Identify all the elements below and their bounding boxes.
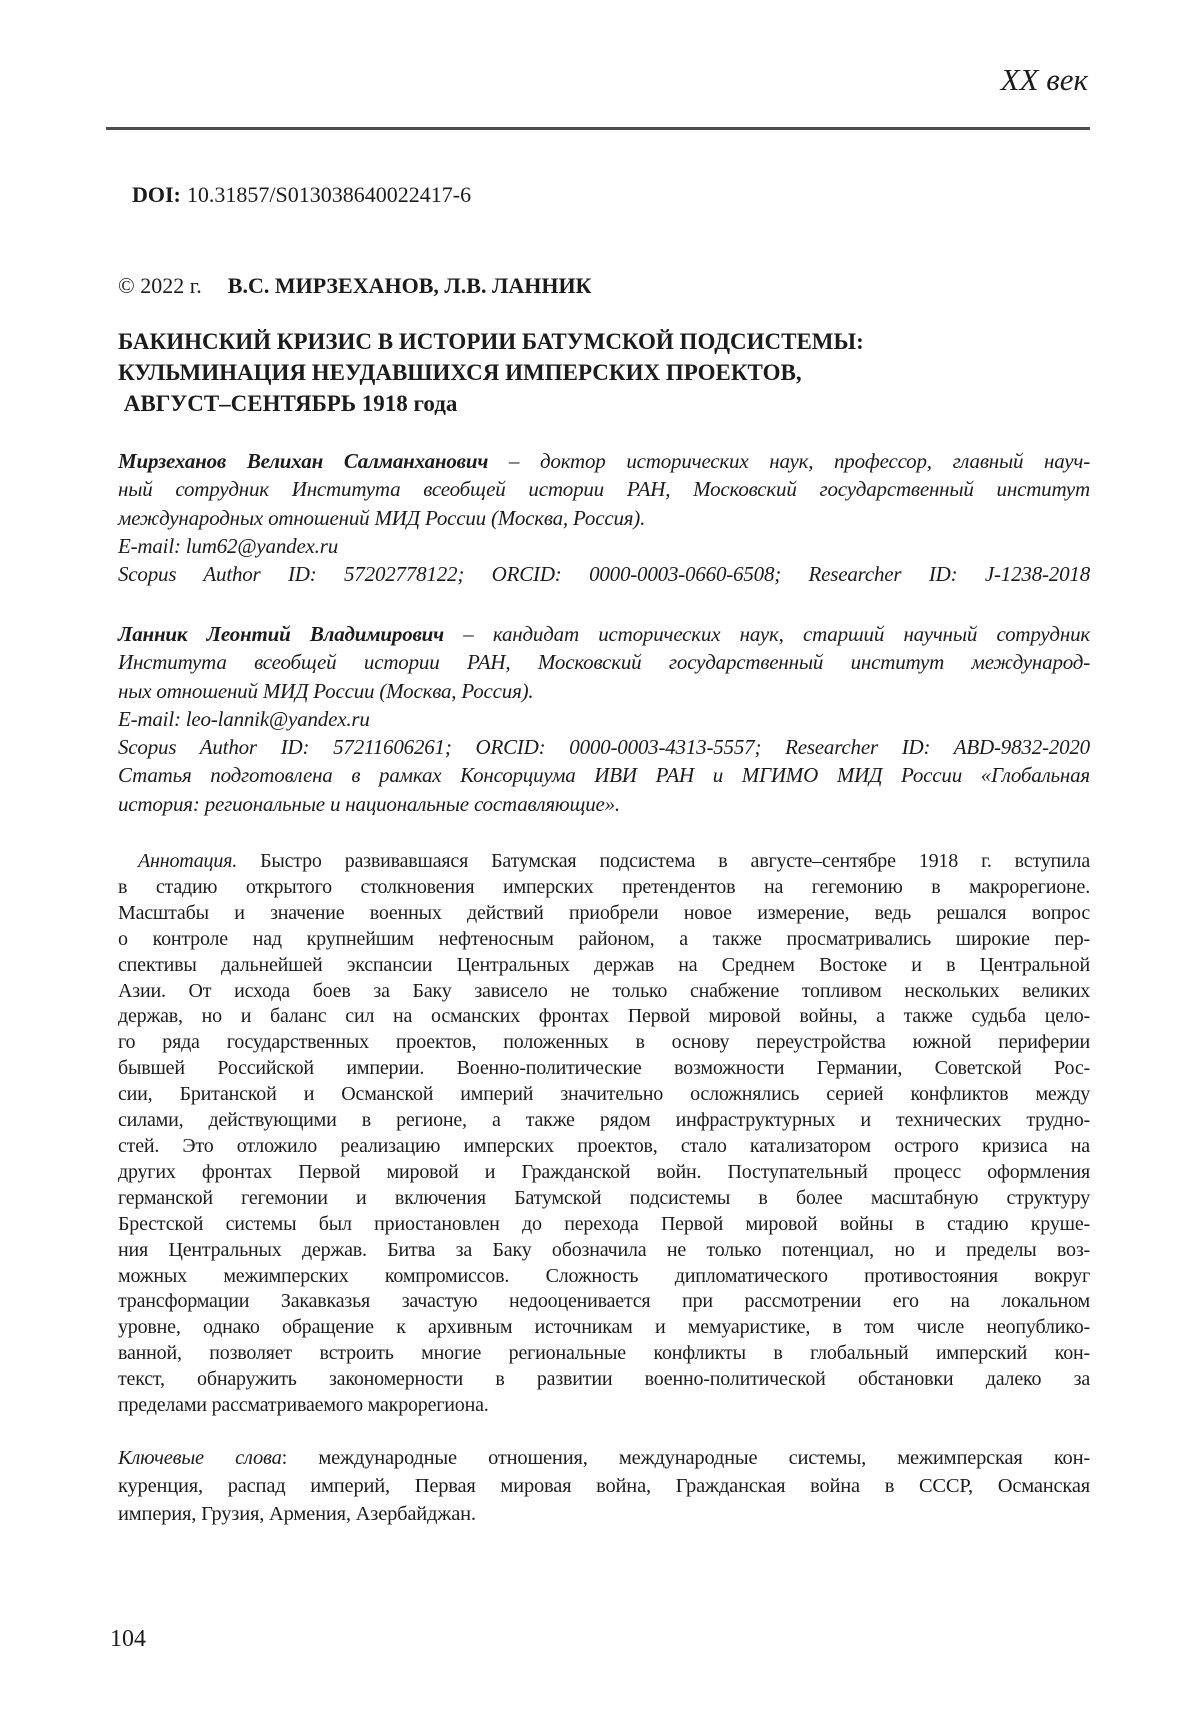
text-line: ный сотрудник Института всеобщей истории РАН, Московский государственный институт [118, 477, 1090, 502]
article-title [118, 326, 1090, 419]
keywords [118, 1444, 1090, 1528]
text-line: держав, но и баланс сил на османских фронтах Первой мировой войны, а также судьба цело- [118, 1005, 1090, 1028]
text-line: E-mail: lum62@yandex.ru [118, 533, 339, 558]
text-line: в стадию открытого столкновения имперских претендентов на гегемонию в макрорегионе. [118, 875, 1090, 898]
text-line: ных отношений МИД России (Москва, Россия). [118, 678, 534, 703]
text-line: сии, Британской и Османской империй значительно осложнялись серией конфликтов между [118, 1083, 1090, 1106]
text-line: трансформации Закавказья зачастую недооценивается при рассмотрении его на локальном [118, 1290, 1090, 1313]
text-line: АВГУСТ–СЕНТЯБРЬ 1918 года [118, 391, 458, 416]
text-line: Статья подготовлена в рамках Консорциума ИВИ РАН и МГИМО МИД России «Глобальная [118, 763, 1090, 788]
text-line: уровне, однако обращение к архивным источникам и мемуаристике, в том числе неопублико- [118, 1316, 1090, 1339]
text-line: ванной, позволяет встроить многие региональные конфликты в глобальный имперский кон- [118, 1342, 1090, 1365]
author2-affiliation [118, 620, 1090, 705]
text-line: текст, обнаружить закономерности в развитии военно-политической обстановки далеко за [118, 1368, 1090, 1391]
text-line: можных межимперских компромиссов. Сложность дипломатического противостояния вокруг [118, 1264, 1090, 1287]
text-line: бывшей Российской империи. Военно-политические возможности Германии, Советской Рос- [118, 1057, 1090, 1080]
funding-note [118, 761, 1090, 818]
author1-affiliation [118, 447, 1090, 532]
author2-ids [118, 733, 1090, 761]
text-line: германской гегемонии и включения Батумской подсистемы в более масштабную структуру [118, 1186, 1090, 1209]
copyright-line [118, 273, 592, 299]
author2-email [118, 705, 1090, 733]
text-line: Ланник Леонтий Владимирович – кандидат исторических наук, старший научный сотрудник [118, 622, 1090, 646]
text-line: ния Центральных держав. Битва за Баку обозначила не только потенциал, но и пределы воз- [118, 1238, 1090, 1261]
text-line: международных отношений МИД России (Москва, Россия). [118, 505, 646, 530]
text-line: E-mail: leo-lannik@yandex.ru [118, 706, 370, 731]
text-line: о контроле над крупнейшим нефтеносным районом, а также просматривались широкие пер- [118, 927, 1090, 950]
text-line: Мирзеханов Велихан Салманханович – доктор исторических наук, профессор, главный науч- [118, 449, 1090, 473]
text-line: Азии. От исхода боев за Баку зависело не только снабжение топливом нескольких великих [118, 979, 1090, 1002]
text-line: история: региональные и национальные составляющие». [118, 791, 620, 816]
author1-ids [118, 560, 1090, 588]
text-line: спективы дальнейшей экспансии Центральных держав на Среднем Востоке и в Центральной [118, 953, 1090, 976]
text-line: силами, действующими в регионе, а также рядом инфраструктурных и технических трудно- [118, 1109, 1090, 1132]
text-line: пределами рассматриваемого макрорегиона. [118, 1394, 489, 1417]
text-line: Масштабы и значение военных действий приобрели новое измерение, ведь решался вопрос [118, 901, 1090, 924]
text-line: империя, Грузия, Армения, Азербайджан. [118, 1503, 476, 1525]
author2-bio [118, 620, 1090, 818]
text-line: стей. Это отложило реализацию имперских проектов, стало катализатором острого кризиса на [118, 1134, 1090, 1157]
page-number: 104 [110, 1626, 146, 1652]
author1-bio [118, 447, 1090, 588]
text-line: КУЛЬМИНАЦИЯ НЕУДАВШИХСЯ ИМПЕРСКИХ ПРОЕКТОВ, [118, 360, 802, 385]
doi-label: DOI: [132, 182, 181, 207]
authors-inline: В.С. МИРЗЕХАНОВ, Л.В. ЛАННИК [227, 273, 592, 298]
abstract [118, 849, 1090, 1419]
page-content [110, 0, 1090, 1719]
doi-line [132, 182, 471, 208]
text-line: Брестской системы был приостановлен до перехода Первой мировой войны в стадию круше- [118, 1212, 1090, 1235]
copyright-notice: © 2022 г. [118, 273, 202, 298]
text-line: Scopus Author ID: 57202778122; ORCID: 0000-0003-0660-6508; Researcher ID: J-1238-2018 [118, 562, 1090, 587]
running-head-label: XX век [1000, 62, 1088, 97]
text-line: Ключевые слова: международные отношения, международные системы, межимперская кон- [118, 1447, 1090, 1469]
author1-email [118, 532, 1090, 560]
doi-value: 10.31857/S013038640022417-6 [186, 182, 472, 207]
text-line: Института всеобщей истории РАН, Московский государственный институт международ- [118, 650, 1090, 675]
running-head [1001, 60, 1088, 100]
header-rule [106, 127, 1090, 130]
text-line: Scopus Author ID: 57211606261; ORCID: 0000-0003-4313-5557; Researcher ID: ABD-9832-2020 [118, 735, 1090, 760]
text-line: БАКИНСКИЙ КРИЗИС В ИСТОРИИ БАТУМСКОЙ ПОДСИСТЕМЫ: [118, 329, 864, 354]
text-line: других фронтах Первой мировой и Гражданской войн. Поступательный процесс оформления [118, 1160, 1090, 1183]
text-line: Аннотация. Быстро развивавшаяся Батумская подсистема в августе–сентябре 1918 г. вступила [138, 850, 1090, 872]
text-line: го ряда государственных проектов, положенных в основу переустройства южной периферии [118, 1031, 1090, 1054]
text-line: куренция, распад империй, Первая мировая война, Гражданская война в СССР, Османская [118, 1475, 1090, 1497]
